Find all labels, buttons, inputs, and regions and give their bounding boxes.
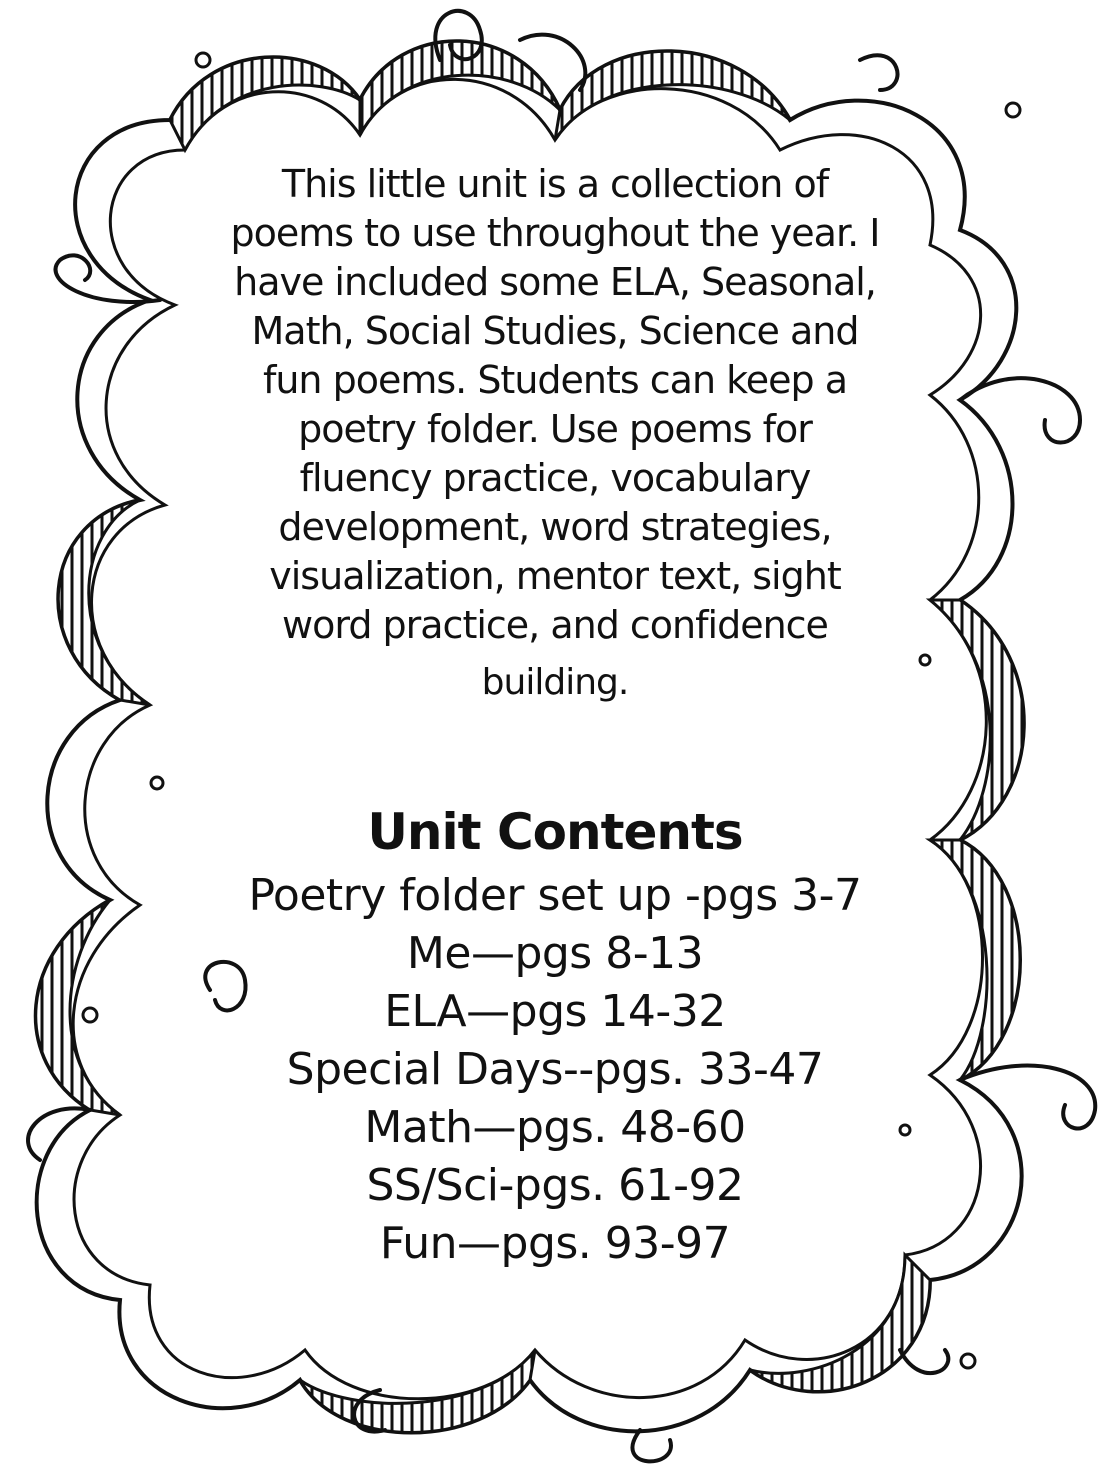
intro-line: have included some ELA, Seasonal,: [234, 260, 876, 304]
intro-line: word practice, and confidence: [282, 603, 828, 647]
contents-item: Poetry folder set up -pgs 3-7: [248, 870, 862, 921]
intro-line: development, word strategies,: [278, 505, 832, 549]
contents-item: Math—pgs. 48-60: [364, 1102, 746, 1153]
contents-item: SS/Sci-pgs. 61-92: [366, 1160, 744, 1211]
contents-item: Me—pgs 8-13: [406, 928, 704, 979]
document-content: [160, 160, 950, 1273]
contents-item: ELA—pgs 14-32: [384, 986, 726, 1037]
contents-item: Fun—pgs. 93-97: [379, 1218, 731, 1269]
intro-line: This little unit is a collection of: [281, 162, 829, 206]
intro-paragraph: [160, 160, 950, 707]
intro-line: poems to use throughout the year. I: [230, 211, 880, 255]
contents-item: Special Days--pgs. 33-47: [286, 1044, 824, 1095]
intro-line: building.: [481, 662, 629, 703]
intro-line: poetry folder. Use poems for: [298, 407, 812, 451]
unit-contents-title: Unit Contents: [367, 803, 743, 861]
intro-line: fun poems. Students can keep a: [262, 358, 848, 402]
unit-contents-list: [160, 867, 950, 1273]
intro-line: Math, Social Studies, Science and: [251, 309, 859, 353]
intro-line: fluency practice, vocabulary: [299, 456, 811, 500]
intro-line: visualization, mentor text, sight: [269, 554, 841, 598]
